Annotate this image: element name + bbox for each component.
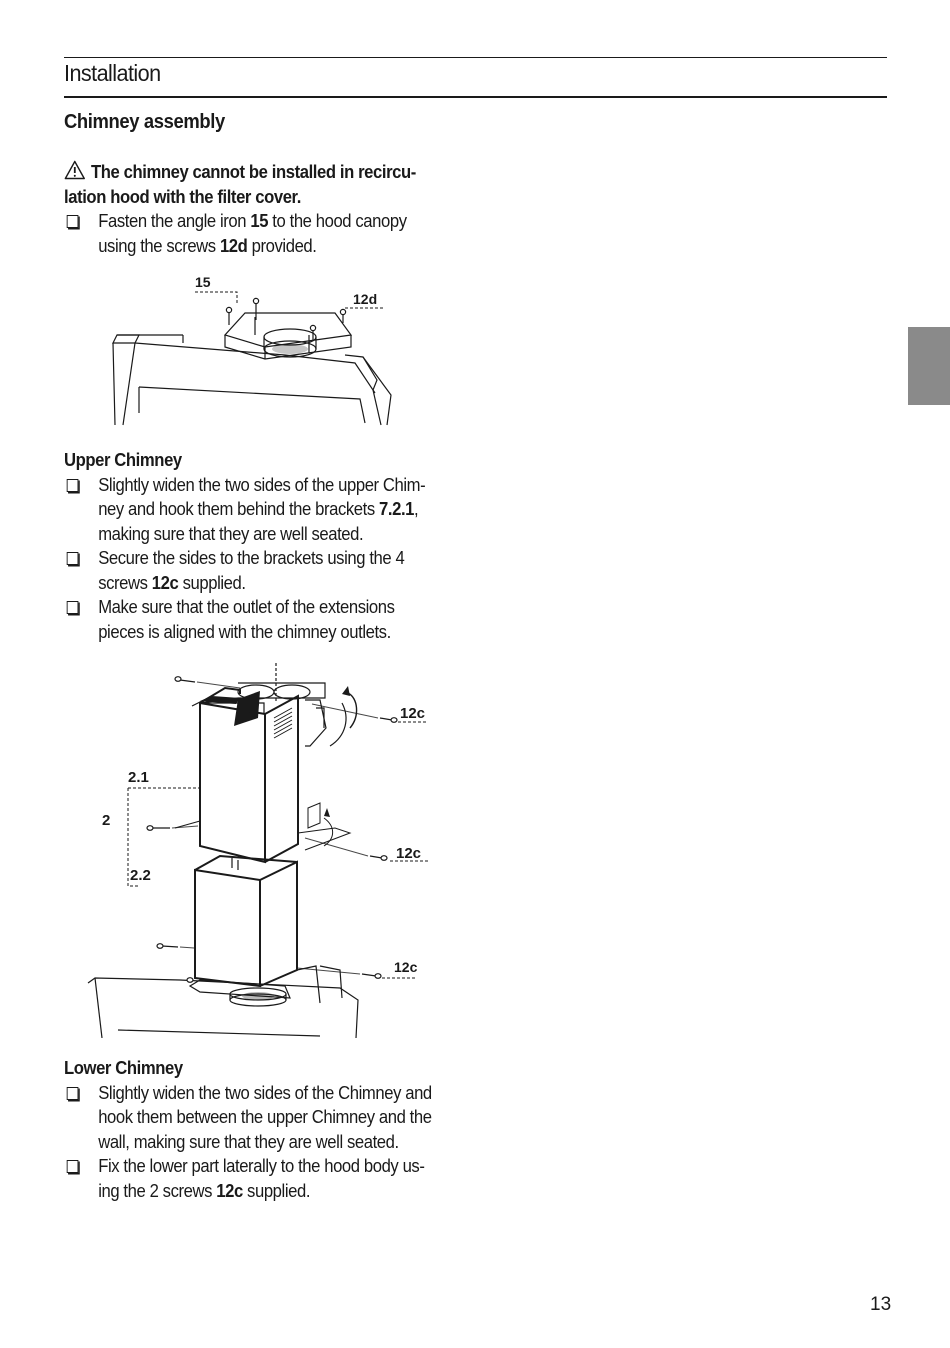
label-15: 15 [195, 274, 211, 290]
lower-chimney-heading: Lower Chimney [64, 1057, 183, 1078]
chapter-thumb-tab [908, 327, 950, 405]
chimney-assembly-diagram [80, 658, 440, 1038]
checkbox-bullet-icon [67, 1087, 79, 1100]
upper-chimney-step-3: Make sure that the outlet of the extensions pieces is aligned with the chimney outlets. [64, 595, 442, 644]
upper-chimney-step-1: Slightly widen the two sides of the upper Chim-ney and hook them behind the brackets 7.2.1, making sure that they are well seated. [64, 473, 442, 547]
checkbox-bullet-icon [67, 215, 79, 228]
checkbox-bullet-icon [67, 1160, 79, 1173]
label-12c-bottom: 12c [394, 959, 418, 975]
lower-chimney-step-1: Slightly widen the two sides of the Chimney and hook them between the upper Chimney and the wall, making sure that they are well seated. [64, 1081, 442, 1155]
warning-text: The chimney cannot be installed in recircu-lation hood with the filter cover. [64, 161, 416, 207]
header-top-rule [64, 57, 887, 58]
label-2-1: 2.1 [128, 769, 149, 786]
subsection-title: Chimney assembly [64, 111, 225, 133]
page-number: 13 [870, 1294, 892, 1315]
warning-triangle-icon [64, 160, 86, 180]
label-12d: 12d [353, 291, 378, 307]
angle-iron-diagram [95, 265, 415, 430]
lower-chimney-section [64, 1056, 442, 1203]
checkbox-bullet-icon [67, 552, 79, 565]
step-fasten-angle-iron: Fasten the angle iron 15 to the hood canopy using the screws 12d provided. [64, 209, 442, 258]
label-2-2: 2.2 [130, 867, 151, 884]
upper-chimney-heading: Upper Chimney [64, 449, 182, 470]
lower-chimney-step-2: Fix the lower part laterally to the hood body us-ing the 2 screws 12c supplied. [64, 1154, 442, 1203]
label-2: 2 [102, 812, 111, 829]
section-title: Installation [64, 60, 161, 86]
upper-chimney-step-2: Secure the sides to the brackets using the 4 screws 12c supplied. [64, 546, 442, 595]
checkbox-bullet-icon [67, 479, 79, 492]
checkbox-bullet-icon [67, 601, 79, 614]
label-12c-middle: 12c [396, 845, 422, 862]
header-bottom-rule [64, 96, 887, 98]
label-12c-top: 12c [400, 705, 426, 722]
warning-block [64, 160, 442, 258]
upper-chimney-section [64, 448, 442, 644]
